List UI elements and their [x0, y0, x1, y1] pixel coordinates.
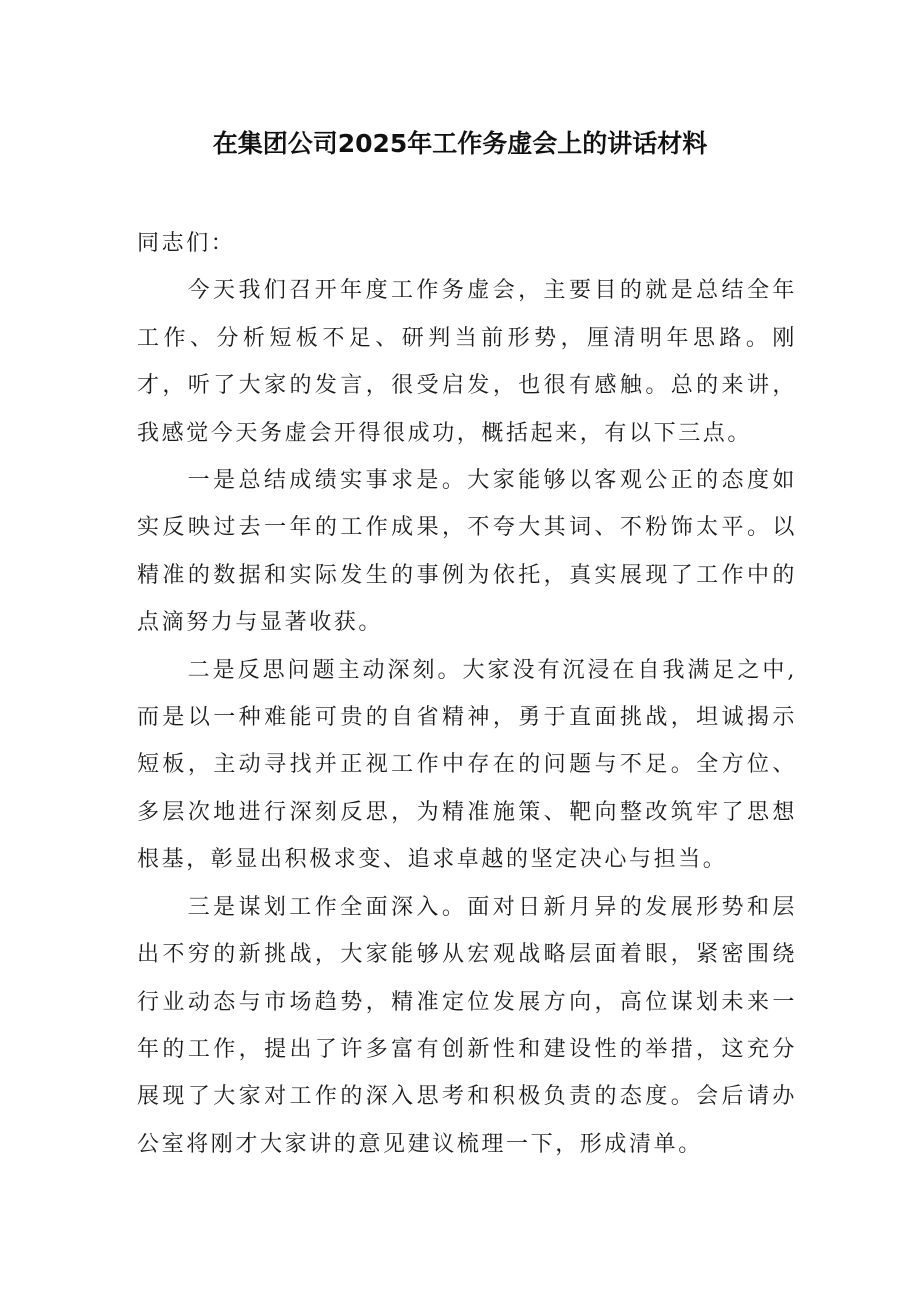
document-title: 在集团公司2025年工作务虚会上的讲话材料 — [212, 129, 708, 158]
paragraph-point-two: 二是反思问题主动深刻。大家没有沉浸在自我满足之中,而是以一种难能可贵的自省精神，勇于直面挑战，坦诚揭示短板，主动寻找并正视工作中存在的问题与不足。全方位、多层次地进行深刻反思，为精准施策、靶向整改筑牢了思想根基，彰显出积极求变、追求卓越的坚定决心与担当。 — [137, 657, 797, 873]
salutation: 同志们： — [137, 231, 236, 256]
paragraph-point-one: 一是总结成绩实事求是。大家能够以客观公正的态度如实反映过去一年的工作成果，不夸大其词、不粉饰太平。以精准的数据和实际发生的事例为依托，真实展现了工作中的点滴努力与显著收获。 — [137, 468, 797, 636]
document-body — [137, 220, 797, 1168]
paragraph-point-three: 三是谋划工作全面深入。面对日新月异的发展形势和层出不穷的新挑战，大家能够从宏观战略层面着眼，紧密围绕行业动态与市场趋势，精准定位发展方向，高位谋划未来一年的工作，提出了许多富有创新性和建设性的举措，这充分展现了大家对工作的深入思考和积极负责的态度。会后请办公室将刚才大家讲的意见建议梳理一下，形成清单。 — [137, 894, 797, 1157]
paragraph-intro: 今天我们召开年度工作务虚会，主要目的就是总结全年工作、分析短板不足、研判当前形势，厘清明年思路。刚才，听了大家的发言，很受启发，也很有感触。总的来讲，我感觉今天务虚会开得很成功，概括起来，有以下三点。 — [137, 278, 797, 446]
